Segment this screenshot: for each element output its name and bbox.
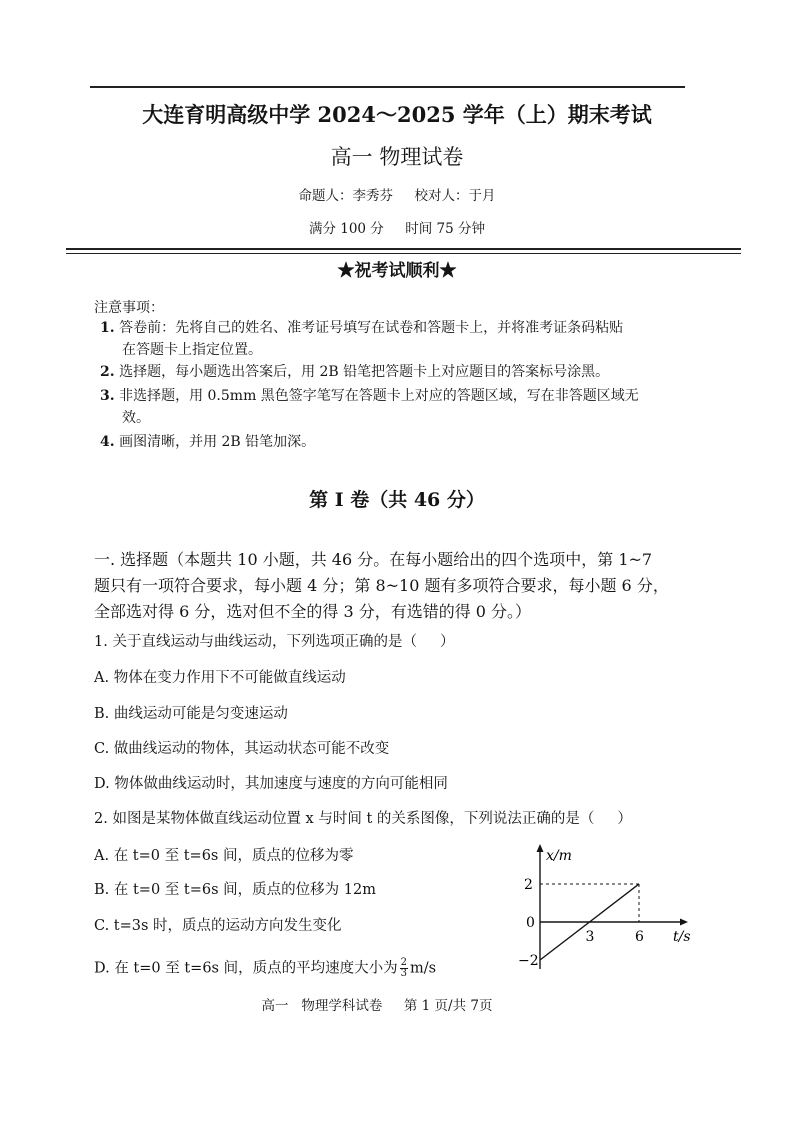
x-axis-label: t/s [673,929,691,945]
y-axis-label: x/m [546,848,572,864]
note-number: 1. [100,320,115,336]
note-item-4 [100,432,720,452]
note-item-3 [100,386,720,406]
option-d-text: D. 在 t=0 至 t=6s 间，质点的平均速度大小为 [94,960,398,977]
note-item-1 [100,318,720,338]
question-1-stem: 1. 关于直线运动与曲线运动，下列选项正确的是（ ） [94,634,455,650]
note-text: 答卷前：先将自己的姓名、准考证号填写在试卷和答题卡上，并将准考证条码粘贴 [119,320,624,336]
top-rule [90,86,685,88]
blessing-line: ★祝考试顺利★ [337,261,457,281]
subject-title: 高一 物理试卷 [330,145,464,169]
section-intro-line-2: 题只有一项符合要求，每小题 4 分；第 8~10 题有多项符合要求，每小题 6 分， [94,576,669,595]
question-1-option-b: B. 曲线运动可能是匀变速运动 [94,706,288,722]
exam-title: 大连育明高级中学 2024～2025 学年（上）期末考试 [142,102,652,127]
note-item-3-continued: 效。 [122,410,150,426]
page-footer: 高一 物理学科试卷 第 1 页/共 7页 [261,998,493,1014]
x-axis-arrow [680,919,688,926]
question-1-option-a: A. 物体在变力作用下不可能做直线运动 [94,670,346,686]
note-number: 3. [100,388,115,404]
note-text: 非选择题，用 0.5mm 黑色签字笔写在答题卡上对应的答题区域，写在非答题区域无 [119,388,639,404]
section-intro-line-1: 一. 选择题（本题共 10 小题，共 46 分。在每小题给出的四个选项中，第 1~7 [94,550,653,569]
fraction [400,958,408,979]
question-2-option-d [94,958,436,979]
question-2-option-b: B. 在 t=0 至 t=6s 间，质点的位移为 12m [94,882,376,898]
note-item-1-continued: 在答题卡上指定位置。 [122,342,262,358]
x-tick-label: 6 [635,929,644,945]
note-text: 画图清晰，并用 2B 铅笔加深。 [119,434,316,450]
y-tick-label: −2 [518,953,539,969]
score-time-line: 满分 100 分 时间 75 分钟 [308,221,486,237]
double-rule-bottom [66,253,741,254]
fraction-denominator: 3 [400,968,407,979]
question-1-option-c: C. 做曲线运动的物体，其运动状态可能不改变 [94,741,390,757]
question-1-option-d: D. 物体做曲线运动时，其加速度与速度的方向可能相同 [94,776,448,792]
y-tick-label: 0 [526,915,535,931]
section-intro-line-3: 全部选对得 6 分，选对但不全的得 3 分，有选错的得 0 分。） [94,602,532,621]
section-title: 第 I 卷（共 46 分） [309,489,485,511]
note-text: 选择题，每小题选出答案后，用 2B 铅笔把答题卡上对应题目的答案标号涂黑。 [119,364,610,380]
note-number: 2. [100,364,115,380]
fraction-numerator: 2 [400,957,407,968]
note-number: 4. [100,434,115,450]
y-tick-label: 2 [524,877,533,893]
note-item-2 [100,362,720,382]
option-d-unit: m/s [409,960,437,977]
double-rule-top [66,248,741,250]
question-2-option-c: C. t=3s 时，质点的运动方向发生变化 [94,918,342,934]
x-t-graph [510,838,700,978]
y-axis-arrow [537,844,544,852]
notes-heading: 注意事项： [94,300,164,316]
question-2-option-a: A. 在 t=0 至 t=6s 间，质点的位移为零 [94,848,354,864]
x-tick-label: 3 [585,929,595,945]
authors-line: 命题人：李秀芬 校对人：于月 [298,188,496,204]
question-2-stem: 2. 如图是某物体做直线运动位置 x 与时间 t 的关系图像，下列说法正确的是（ ） [94,811,632,827]
